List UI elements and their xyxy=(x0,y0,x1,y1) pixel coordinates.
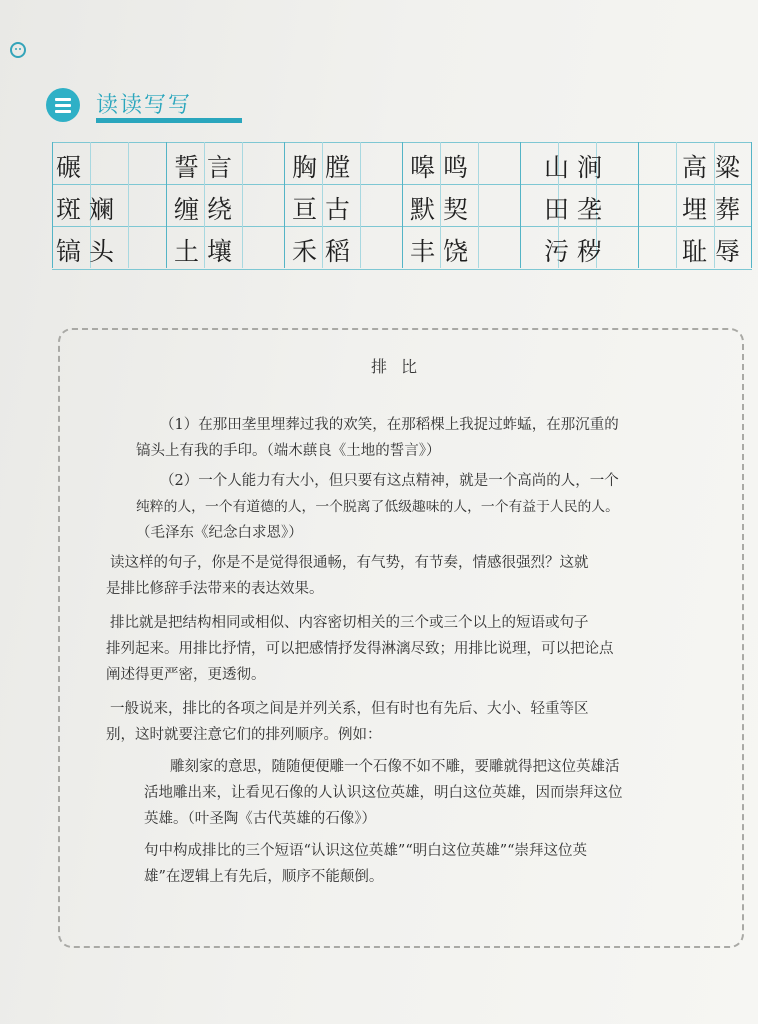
rhetoric-box xyxy=(58,328,744,948)
word-item: 田垄 xyxy=(544,195,611,224)
text-line: 英雄。（叶圣陶《古代英雄的石像》） xyxy=(144,811,376,827)
section-underline xyxy=(96,118,242,123)
word-item: 污秽 xyxy=(544,237,611,266)
word-item: 耻辱 xyxy=(682,237,749,266)
text-line: （2）一个人能力有大小，但只要有这点精神，就是一个高尚的人，一个 xyxy=(160,473,619,489)
text-line: 镐头上有我的手印。（端木蕻良《土地的誓言》） xyxy=(136,443,441,459)
text-line: 阐述得更严密，更透彻。 xyxy=(106,667,266,683)
word-item: 禾稻 xyxy=(292,237,359,266)
word-item: 高粱 xyxy=(682,153,749,182)
text-line: （1）在那田垄里埋葬过我的欢笑，在那稻棵上我捉过蚱蜢，在那沉重的 xyxy=(160,417,619,433)
text-line: 句中构成排比的三个短语“认识这位英雄”“明白这位英雄”“崇拜这位英 xyxy=(144,843,588,859)
text-line: 排列起来。用排比抒情，可以把感情抒发得淋漓尽致；用排比说理，可以把论点 xyxy=(106,641,614,657)
word-item: 胸膛 xyxy=(292,153,359,182)
text-line: 一般说来，排比的各项之间是并列关系，但有时也有先后、大小、轻重等区 xyxy=(110,701,589,717)
word-item: 埋葬 xyxy=(682,195,749,224)
box-title: 排比 xyxy=(370,357,431,376)
section-title: 读读写写 xyxy=(96,93,193,118)
word-item: 土壤 xyxy=(174,237,241,266)
word-item: 丰饶 xyxy=(410,237,477,266)
list-icon xyxy=(46,88,80,122)
text-line: 雕刻家的意思，随随便便雕一个石像不如不雕，要雕就得把这位英雄活 xyxy=(170,759,620,775)
text-line: 排比就是把结构相同或相似、内容密切相关的三个或三个以上的短语或句子 xyxy=(110,615,589,631)
smiley-icon xyxy=(10,42,26,58)
text-line: 活地雕出来，让看见石像的人认识这位英雄，明白这位英雄，因而崇拜这位 xyxy=(144,785,623,801)
word-item: 嗥鸣 xyxy=(410,153,477,182)
word-item: 亘古 xyxy=(292,195,359,224)
text-line: 读这样的句子，你是不是觉得很通畅，有气势，有节奏，情感很强烈？这就 xyxy=(110,555,589,571)
text-line: 是排比修辞手法带来的表达效果。 xyxy=(106,581,324,597)
word-item: 镐头 xyxy=(56,237,123,266)
text-line: 别，这时就要注意它们的排列顺序。例如： xyxy=(106,727,382,743)
section-header xyxy=(46,84,206,126)
word-item: 山涧 xyxy=(544,153,611,182)
text-line: 纯粹的人，一个有道德的人，一个脱离了低级趣味的人，一个有益于人民的人。 xyxy=(136,499,619,515)
word-item: 默契 xyxy=(410,195,477,224)
text-line: 雄”在逻辑上有先后，顺序不能颠倒。 xyxy=(144,869,384,885)
word-grid xyxy=(52,142,752,268)
word-item: 碾 xyxy=(56,153,90,182)
word-item: 誓言 xyxy=(174,153,241,182)
word-item: 斑斓 xyxy=(56,195,123,224)
word-item: 缠绕 xyxy=(174,195,241,224)
text-line: （毛泽东《纪念白求恩》） xyxy=(136,525,303,541)
